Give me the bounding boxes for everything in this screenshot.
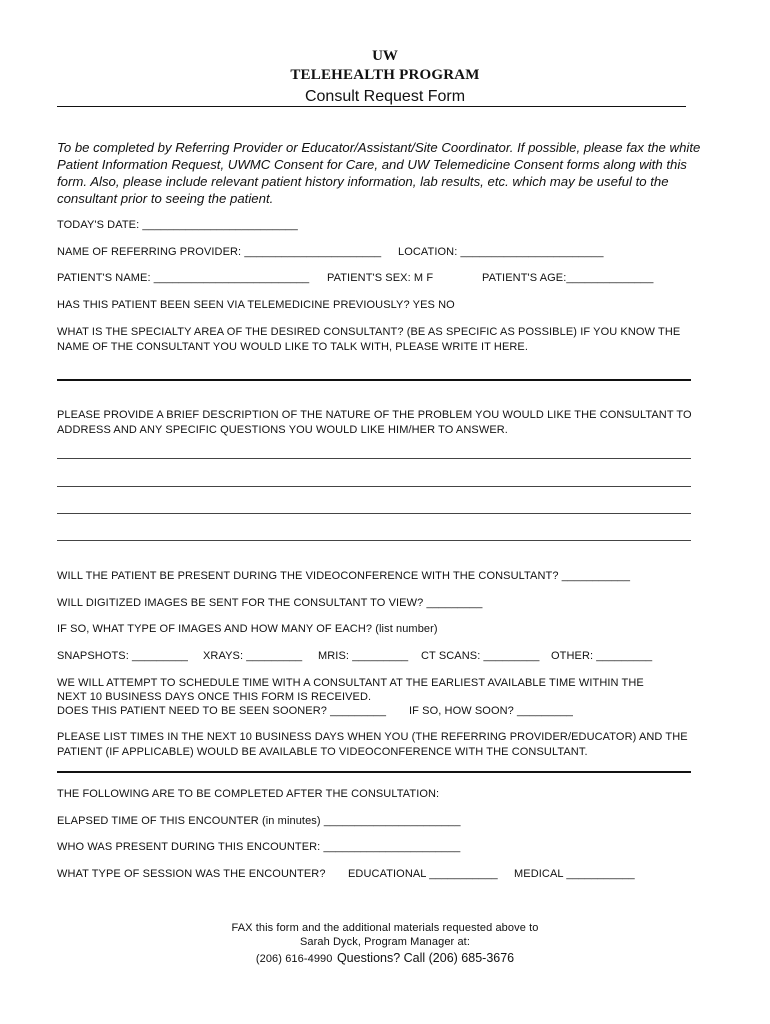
specialty-question: WHAT IS THE SPECIALTY AREA OF THE DESIRED CONSULTANT? (BE AS SPECIFIC AS POSSIBLE) IF YOU KNOW THE NAME OF THE CONSULTANT YOU WOULD LIKE TO TALK WITH, PLEASE WRITE IT HERE. [57, 326, 681, 353]
who-present-field[interactable]: WHO WAS PRESENT DURING THIS ENCOUNTER: ______________________ [57, 841, 461, 853]
list-times-text: PLEASE LIST TIMES IN THE NEXT 10 BUSINESS DAYS WHEN YOU (THE REFERRING PROVIDER/EDUCATOR) AND THE PATIENT (IF APPLICABLE) WOULD BE AVAILABLE TO VIDEOCONFERENCE WITH THE CONSULTANT. [57, 731, 688, 758]
xrays-field[interactable]: XRAYS: _________ [203, 650, 303, 662]
medical-field[interactable]: MEDICAL ___________ [514, 868, 635, 880]
seen-previously-field[interactable]: HAS THIS PATIENT BEEN SEEN VIA TELEMEDICINE PREVIOUSLY? YES NO [57, 299, 455, 311]
patient-age-field[interactable]: PATIENT'S AGE:______________ [482, 272, 654, 284]
form-title: Consult Request Form [304, 88, 466, 105]
image-types-label: IF SO, WHAT TYPE OF IMAGES AND HOW MANY OF EACH? (list number) [57, 623, 438, 635]
after-consultation-heading: THE FOLLOWING ARE TO BE COMPLETED AFTER THE CONSULTATION: [57, 788, 440, 800]
header-rule [57, 106, 686, 107]
problem-answer-line-1[interactable] [57, 458, 691, 459]
schedule-text-1: WE WILL ATTEMPT TO SCHEDULE TIME WITH A CONSULTANT AT THE EARLIEST AVAILABLE TIME WITHIN THE [57, 677, 644, 689]
org-title: UW [372, 48, 398, 64]
seen-sooner-field[interactable]: DOES THIS PATIENT NEED TO BE SEEN SOONER? _________ [57, 705, 387, 717]
problem-answer-line-3[interactable] [57, 513, 691, 514]
intro-text: To be completed by Referring Provider or Educator/Assistant/Site Coordinator. If possible, please fax the white Patient Information Request, UWMC Consent for Care, and UW Telemedicine Consent forms along with this form. Also, please include relevant patient history information, lab results, etc. which may be useful to the consultant prior to seeing the patient. [57, 140, 701, 206]
problem-question: PLEASE PROVIDE A BRIEF DESCRIPTION OF THE NATURE OF THE PROBLEM YOU WOULD LIKE THE CONSULTANT TO ADDRESS AND ANY SPECIFIC QUESTIONS YOU WOULD LIKE HIM/HER TO ANSWER. [57, 409, 692, 436]
fax-number: (206) 616-4990 [255, 953, 333, 965]
contact-line [0, 949, 770, 967]
elapsed-time-field[interactable]: ELAPSED TIME OF THIS ENCOUNTER (in minutes) ______________________ [57, 815, 461, 827]
images-sent-field[interactable]: WILL DIGITIZED IMAGES BE SENT FOR THE CONSULTANT TO VIEW? _________ [57, 597, 483, 609]
program-title: TELEHEALTH PROGRAM [290, 67, 480, 83]
schedule-text-2: NEXT 10 BUSINESS DAYS ONCE THIS FORM IS RECEIVED. [57, 691, 372, 703]
patient-sex-field[interactable]: PATIENT'S SEX: M F [327, 272, 434, 284]
ct-scans-field[interactable]: CT SCANS: _________ [421, 650, 540, 662]
session-type-label: WHAT TYPE OF SESSION WAS THE ENCOUNTER? [57, 868, 326, 880]
how-soon-field[interactable]: IF SO, HOW SOON? _________ [409, 705, 574, 717]
snapshots-field[interactable]: SNAPSHOTS: _________ [57, 650, 189, 662]
mris-field[interactable]: MRIS: _________ [318, 650, 409, 662]
educational-field[interactable]: EDUCATIONAL ___________ [348, 868, 498, 880]
specialty-answer-line[interactable] [57, 379, 691, 381]
questions-phone: Questions? Call (206) 685-3676 [336, 951, 515, 965]
program-manager: Sarah Dyck, Program Manager at: [299, 936, 470, 948]
list-times-answer-line[interactable] [57, 771, 691, 773]
patient-present-field[interactable]: WILL THE PATIENT BE PRESENT DURING THE VIDEOCONFERENCE WITH THE CONSULTANT? ___________ [57, 570, 631, 582]
location-field[interactable]: LOCATION: _______________________ [398, 246, 604, 258]
patient-name-field[interactable]: PATIENT'S NAME: _________________________ [57, 272, 310, 284]
todays-date-field[interactable]: TODAY'S DATE: _________________________ [57, 219, 298, 231]
problem-answer-line-2[interactable] [57, 486, 691, 487]
problem-answer-line-4[interactable] [57, 540, 691, 541]
other-field[interactable]: OTHER: _________ [551, 650, 653, 662]
referring-provider-field[interactable]: NAME OF REFERRING PROVIDER: ______________________ [57, 246, 382, 258]
fax-instructions: FAX this form and the additional materials requested above to [231, 922, 539, 934]
